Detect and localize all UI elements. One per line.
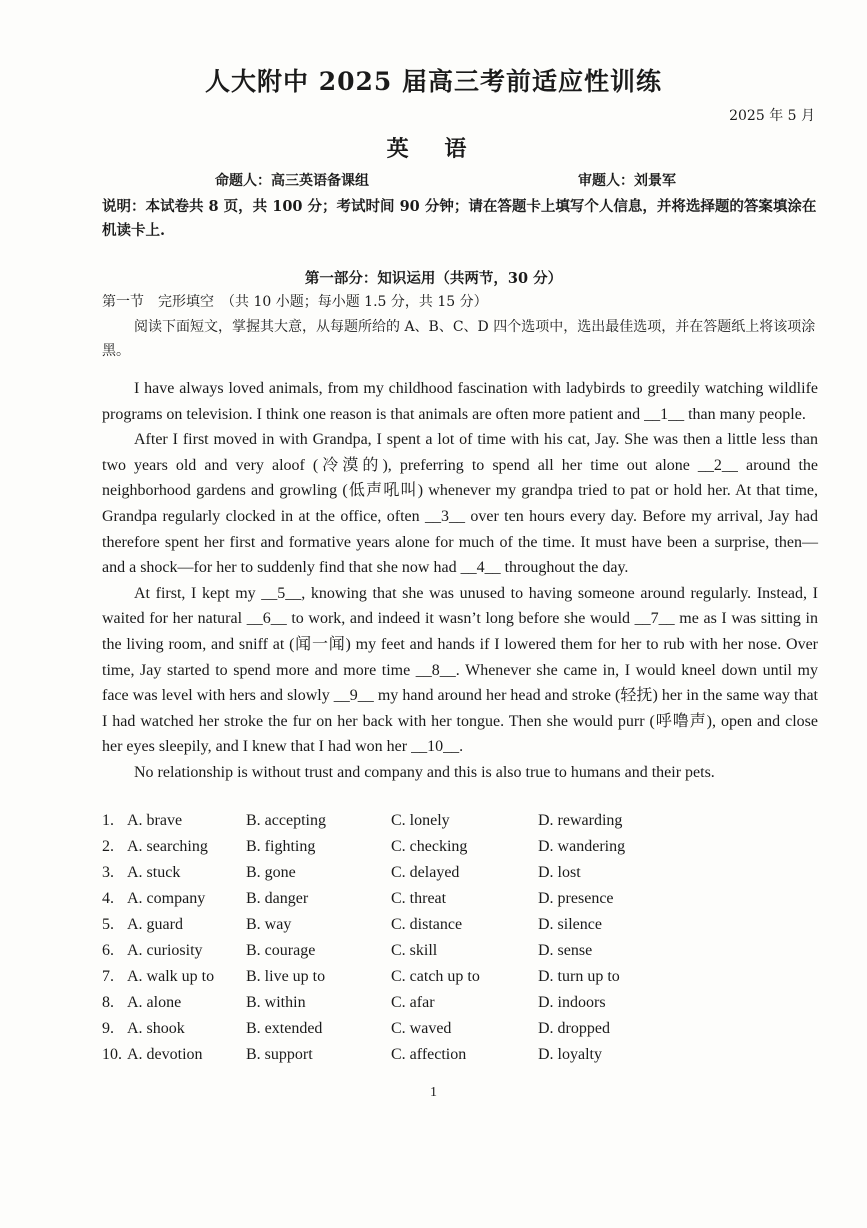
option-c: C. catch up to [391, 968, 480, 985]
question-options-row [102, 812, 818, 838]
option-a: A. walk up to [127, 968, 215, 985]
option-a: A. alone [127, 994, 182, 1011]
option-b: B. accepting [246, 812, 326, 829]
question-options-row [102, 890, 818, 916]
passage-paragraph: At first, I kept my __5__, knowing that she was unused to having someone around regularly. Instead, I waited for her natural __6__ to work, and indeed it wasn’t long before she would __7__ me as I was sitting in the living room, and sniff at (闻一闻) my feet and hands if I lowered them for her to rub with her nose. Over time, Jay started to spend more and more time __8__. Whenever she came in, I would kneel down until my face was level with hers and slowly __9__ my hand around her head and stroke (轻抚) her in the same way that I had watched her stroke the fur on her back with her tongue. Then she would purr (呼噜声), open and close her eyes sleepily, and I knew that I had won her __10__. [102, 584, 818, 756]
question-options-row [102, 864, 818, 890]
option-b: B. way [246, 916, 292, 933]
answer-options [102, 812, 818, 1072]
question-options-row [102, 942, 818, 968]
option-c: C. lonely [391, 812, 450, 829]
question-options-row [102, 1020, 818, 1046]
exam-title: 人大附中 2025 届高三考前适应性训练 [205, 67, 662, 96]
option-a: A. stuck [127, 864, 181, 881]
exam-date: 2025 年 5 月 [729, 108, 815, 124]
option-a: A. shook [127, 1020, 185, 1037]
option-d: D. lost [538, 864, 581, 881]
question-number: 4. [102, 890, 114, 907]
option-c: C. delayed [391, 864, 460, 881]
question-options-row [102, 916, 818, 942]
option-c: C. waved [391, 1020, 452, 1037]
option-c: C. distance [391, 916, 463, 933]
question-number: 3. [102, 864, 114, 881]
question-number: 2. [102, 838, 114, 855]
option-a: A. devotion [127, 1046, 203, 1063]
cloze-passage [102, 376, 818, 786]
option-d: D. dropped [538, 1020, 610, 1037]
option-d: D. loyalty [538, 1046, 602, 1063]
question-options-row [102, 968, 818, 994]
option-a: A. curiosity [127, 942, 203, 959]
option-d: D. silence [538, 916, 602, 933]
option-c: C. threat [391, 890, 447, 907]
question-number: 10. [102, 1046, 122, 1063]
question-number: 9. [102, 1020, 114, 1037]
option-d: D. turn up to [538, 968, 620, 985]
option-b: B. within [246, 994, 306, 1011]
option-b: B. support [246, 1046, 313, 1063]
question-options-row [102, 1046, 818, 1072]
question-number: 5. [102, 916, 114, 933]
option-d: D. rewarding [538, 812, 623, 829]
option-c: C. checking [391, 838, 468, 855]
option-d: D. presence [538, 890, 614, 907]
option-d: D. wandering [538, 838, 626, 855]
part-title: 第一部分：知识运用（共两节，30 分） [304, 270, 563, 287]
question-number: 8. [102, 994, 114, 1011]
option-b: B. courage [246, 942, 316, 959]
option-b: B. live up to [246, 968, 326, 985]
option-b: B. danger [246, 890, 309, 907]
section-directions: 阅读下面短文，掌握其大意，从每题所给的 A、B、C、D 四个选项中，选出最佳选项，并在答题纸上将该项涂黑。 [102, 319, 816, 359]
exam-instructions: 说明：本试卷共 8 页，共 100 分；考试时间 90 分钟；请在答题卡上填写个人信息，并将选择题的答案填涂在机读卡上. [102, 198, 817, 239]
option-c: C. afar [391, 994, 435, 1011]
question-number: 7. [102, 968, 114, 985]
option-b: B. extended [246, 1020, 323, 1037]
setter-label: 命题人：高三英语备课组 [215, 173, 369, 189]
option-c: C. skill [391, 942, 438, 959]
option-c: C. affection [391, 1046, 467, 1063]
option-d: D. indoors [538, 994, 606, 1011]
option-a: A. brave [127, 812, 183, 829]
passage-paragraph: After I first moved in with Grandpa, I spent a lot of time with his cat, Jay. She was then a little less than two years old and very aloof (冷漠的), preferring to spend all her time out alone __2__ around the neighborhood gardens and growling (低声吼叫) whenever my grandpa tried to pat or hold her. At that time, Grandpa regularly clocked in at the office, often __3__ over ten hours every day. Before my arrival, Jay had therefore spent her first and formative years alone for much of the time. It must have been a surprise, then—and a shock—for her to suddenly find that she now had __4__ throughout the day. [102, 431, 818, 577]
option-a: A. company [127, 890, 206, 907]
question-number: 1. [102, 812, 114, 829]
section-title: 第一节 完形填空 （共 10 小题；每小题 1.5 分，共 15 分） [102, 294, 488, 310]
option-a: A. searching [127, 838, 208, 855]
option-b: B. gone [246, 864, 296, 881]
passage-paragraph: No relationship is without trust and company and this is also true to humans and their pets. [134, 763, 715, 781]
option-d: D. sense [538, 942, 593, 959]
question-number: 6. [102, 942, 114, 959]
reviewer-label: 审题人：刘景军 [578, 173, 676, 189]
passage-paragraph: I have always loved animals, from my childhood fascination with ladybirds to greedily watching wildlife programs on television. I think one reason is that animals are often more patient and __1__ than many people. [102, 380, 818, 423]
page-number: 1 [430, 1085, 437, 1100]
option-a: A. guard [127, 916, 183, 933]
question-options-row [102, 994, 818, 1020]
option-b: B. fighting [246, 838, 316, 855]
subject-heading: 英 语 [386, 136, 481, 162]
question-options-row [102, 838, 818, 864]
